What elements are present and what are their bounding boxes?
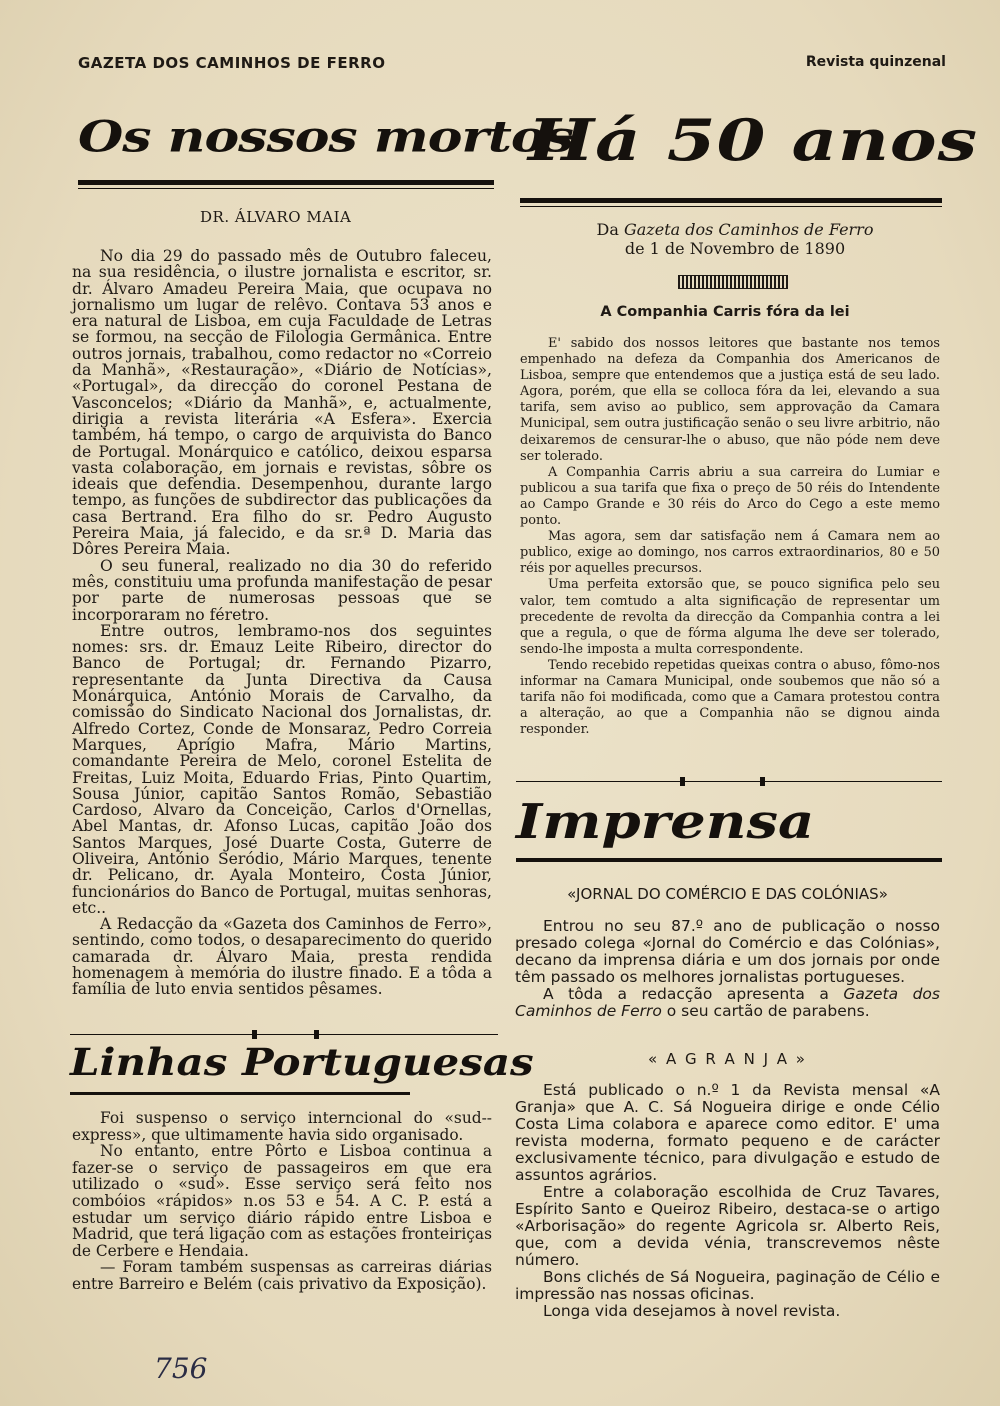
granja-paragraph: Está publicado o n.º 1 da Revista mensal «A Granja» que A. C. Sá Nogueira dirige e onde Célio Costa Lima colabora e aparece como editor. E' uma revista moderna, formato pequeno e de carácter exclusivamente técnico, para divulgação e estudo de assuntos agrários.: [515, 1081, 940, 1184]
obituary-paragraph: No dia 29 do passado mês de Outubro faleceu, na sua residência, o ilustre jornalista e escritor, sr. dr. Álvaro Amadeu Pereira Maia, que ocupava no jornalismo um lugar de relêvo. Contava 53 anos e era natural de Lisboa, em cuja Faculdade de Letras se formou, na secção de Filologia Germânica. Entre outros jornais, trabalhou, como redactor no «Correio da Manhã», «Restauração», «Diário de Notícias», «Portugal», da direcção do coronel Pestana de Vasconcelos; «Diário da Manhã», e, actualmente, dirigia a revista literária «A Esfera». Exercia também, há tempo, o cargo de arquivista do Banco de Portugal. Monárquico e católico, deixou esparsa vasta colaboração, em jornais e revistas, sôbre os ideais que defendia. Desempenhou, durante largo tempo, as funções de subdirector das publicações da casa Bertrand. Era filho do sr. Pedro Augusto Pereira Maia, já falecido, e da sr.ª D. Maria das Dôres Pereira Maia.: [72, 247, 492, 559]
granja-paragraph: Entre a colaboração escolhida de Cruz Tavares, Espírito Santo e Queiroz Ribeiro, destaca-se o artigo «Arborisação» do regente Agricola sr. Alberto Reis, que, com a devida vénia, transcrevemos nêste número.: [515, 1183, 940, 1269]
anniversary-paragraph: Tendo recebido repetidas queixas contra o abuso, fômo-nos informar na Camara Municipal, onde soubemos que não só a tarifa não foi modificada, como que a Camara protestou contra a alteração, ao que a Companhia não se dignou ainda responder.: [520, 657, 940, 738]
publication-frequency: Revista quinzenal: [805, 54, 946, 70]
linhas-paragraph: Foi suspenso o serviço interncional do «sud--express», que ultimamente havia sido organisado.: [72, 1109, 492, 1144]
granja-paragraph: Bons clichés de Sá Nogueira, paginação de Célio e impressão nas nossas oficinas.: [515, 1268, 940, 1303]
anniversary-body: [520, 336, 940, 738]
article-headline: A Companhia Carris fóra da lei: [600, 304, 850, 320]
title-rule-thick: [520, 198, 942, 203]
obituary-paragraph: O seu funeral, realizado no dia 30 do referido mês, constituiu uma profunda manifestação de pesar por parte de numerosas pessoas que se incorporaram no féretro.: [72, 556, 492, 624]
linhas-body: [72, 1110, 492, 1293]
source-prefix: Da: [596, 220, 624, 239]
right-separator: [516, 781, 942, 782]
source-journal: Gazeta dos Caminhos de Ferro: [623, 220, 874, 239]
source-date: de 1 de Novembro de 1890: [624, 239, 846, 258]
press-journal: Gazeta dos Caminhos de Ferro: [515, 985, 940, 1020]
press-body: [515, 918, 940, 1020]
press-paragraph: Entrou no seu 87.º ano de publicação o nosso presado colega «Jornal do Comércio e das Colónias», decano da imprensa diária e um dos jornais por onde têm passado os melhores jornalistas portugueses.: [515, 917, 940, 986]
anniversary-paragraph: E' sabido dos nossos leitores que bastante nos temos empenhado na defeza da Companhia dos Americanos de Lisboa, sempre que entendemos que a justiça está de seu lado. Agora, porém, que ella se colloca fóra da lei, elevando a sua tarifa, sem aviso ao publico, sem approvação da Camara Municipal, sem outra justificação senão o seu livre arbitrio, não deixaremos de censurar-lhe o abuso, que não póde nem deve ser tolerado.: [520, 336, 940, 464]
separator-ornament: [760, 777, 765, 786]
obituary-body: [72, 248, 492, 998]
anniversary-paragraph: A Companhia Carris abriu a sua carreira do Lumiar e publicou a sua tarifa que fixa o preço de 50 réis do Intendente ao Campo Grande e 30 réis do Arco do Cego a este memo ponto.: [520, 464, 940, 529]
obituary-paragraph: Entre outros, lembramo-nos dos seguintes nomes: srs. dr. Emauz Leite Ribeiro, director do Banco de Portugal; dr. Fernando Pizarro, representante da Junta Directiva da Causa Monárquica, António Morais de Carvalho, da comissão do Sindicato Nacional dos Jornalistas, dr. Alfredo Cortez, Conde de Monsaraz, Pedro Correia Marques, Aprígio Mafra, Mário Martins, comandante Pereira de Melo, coronel Estelita de Freitas, Luiz Moita, Eduardo Frias, Pinto Quartim, Sousa Júnior, capitão Santos Romão, Sebastião Cardoso, Alvaro da Conceição, Carlos d'Ornellas, Abel Mantas, dr. Afonso Lucas, capitão João dos Santos Marques, José Duarte Costa, Guterre de Oliveira, António Seródio, Mário Marques, tenente dr. Pelicano, dr. Ayala Monteiro, Costa Júnior, funcionários do Banco de Portugal, muitas senhoras, etc..: [72, 621, 492, 917]
anniversary-paragraph: Mas agora, sem dar satisfação nem á Camara nem ao publico, exige ao domingo, nos carros extraordinarios, 80 e 50 réis por aquelles precursos.: [520, 529, 940, 577]
separator-ornament: [680, 777, 685, 786]
ornament-bar: [678, 275, 788, 289]
granja-subheading: « A G R A N J A »: [648, 1050, 807, 1068]
anniversary-title: Há 50 anos: [528, 106, 978, 175]
separator-ornament: [314, 1030, 319, 1039]
left-separator: [70, 1034, 498, 1035]
anniversary-paragraph: Uma perfeita extorsão que, se pouco significa pelo seu valor, tem comtudo a alta significação de representar um precedente de revolta da direcção da Companhia contra a lei que a regula, o que de fórma alguma lhe deve ser tolerado, sendo-lhe imposta a multa correspondente.: [520, 577, 940, 657]
page-number: 756: [154, 1352, 208, 1385]
press-subheading: «JORNAL DO COMÉRCIO E DAS COLÓNIAS»: [567, 885, 888, 903]
obituary-byline: DR. ÁLVARO MAIA: [200, 208, 352, 226]
separator-ornament: [252, 1030, 257, 1039]
source-citation: [530, 220, 940, 258]
linhas-paragraph: No entanto, entre Pôrto e Lisboa continua a fazer-se o serviço de passageiros em que era utilizado o «sud». Esse serviço será feito nos combóios «rápidos» n.os 53 e 54. A C. P. está a estudar um serviço diário rápido entre Lisboa e Madrid, que terá ligação com as estações fronteiriças de Cerbere e Hendaia.: [72, 1142, 492, 1260]
title-rule-thin: [520, 206, 942, 207]
publication-title: GAZETA DOS CAMINHOS DE FERRO: [78, 54, 386, 72]
linhas-rule: [70, 1092, 410, 1095]
title-rule-thin: [78, 188, 494, 189]
title-rule-thick: [78, 180, 494, 185]
linhas-title: Linhas Portuguesas: [70, 1040, 534, 1085]
linhas-paragraph: — Foram também suspensas as carreiras diárias entre Barreiro e Belém (cais privativo da Exposição).: [72, 1258, 492, 1293]
obituary-title: Os nossos mortos: [78, 112, 573, 163]
press-paragraph: [515, 986, 940, 1020]
obituary-paragraph: A Redacção da «Gazeta dos Caminhos de Ferro», sentindo, como todos, o desaparecimento do querido camarada dr. Álvaro Maia, presta rendida homenagem à memória do ilustre finado. E a tôda a família de luto envia sentidos pêsames.: [72, 915, 492, 999]
press-text: A tôda a redacção apresenta a: [543, 985, 844, 1003]
imprensa-title: Imprensa: [516, 794, 815, 851]
granja-body: [515, 1082, 940, 1320]
imprensa-rule: [516, 858, 942, 862]
granja-paragraph: Longa vida desejamos à novel revista.: [543, 1302, 841, 1320]
press-text: o seu cartão de parabens.: [661, 1002, 870, 1020]
